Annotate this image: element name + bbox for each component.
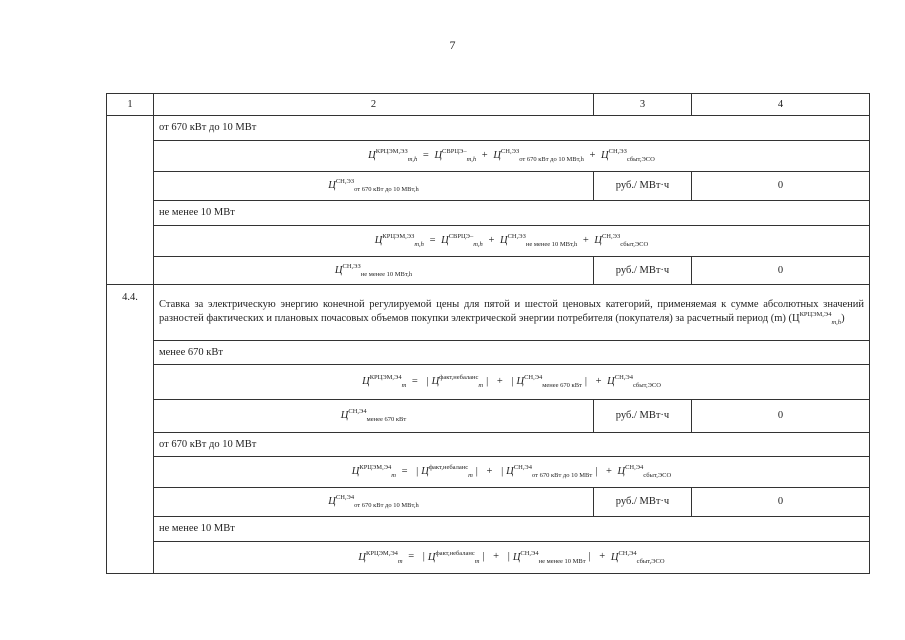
formula: $Ц^{КРЦЭМ,Э4}_m$ = | $Ц^{факт,небаланс}_m$ | + | $Ц^{СН,Э4}_{не менее 10 МВт}$ | + $Ц^{СН,Э4}_{сбыт,ЭСО}$ [358,549,665,565]
tariff-symbol: $Ц^{СН,ЭЗ}_{от 670 кВт до 10 МВт,h}$ [154,172,594,201]
formula-row [107,226,870,257]
formula-cell [154,365,870,400]
value-cell: 0 [692,400,870,433]
unit-cell: руб./ МВт·ч [594,400,692,433]
tariff-symbol: $Ц^{СН,Э4}_{менее 670 кВт}$ [154,400,594,433]
formula-cell [154,226,870,257]
section-description: Ставка за электрическую энергию конечной регулируемой цены для пятой и шестой ценовых категорий, применяемая к сумме абсолютных значений разностей фактических и плановых почасовых объемов покупки электрической энергии потребителя (покупателя) за расчетный период (m) $(Ц^{КРЦЭМ,Э4}_{m,h})$ [154,285,870,341]
value-cell: 0 [692,257,870,285]
item-number: 4.4. [107,285,154,574]
page-number: 7 [449,38,456,52]
unit-cell: руб./ МВт·ч [594,257,692,285]
value-cell: 0 [692,488,870,517]
col-header-2: 2 [154,94,594,116]
table-header-row [107,94,870,116]
formula-cell [154,141,870,172]
tariff-symbol: $Ц^{СН,ЭЗ}_{не менее 10 МВт,h}$ [154,257,594,285]
formula-row [107,542,870,574]
formula: $Ц^{КРЦЭМ,Э4}_m$ = | $Ц^{факт,небаланс}_m$ | + | $Ц^{СН,Э4}_{менее 670 кВт}$ | + $Ц^{СН,Э4}_{сбыт,ЭСО}$ [362,374,661,389]
item-number-cell [107,116,154,285]
range-label: не менее 10 МВт [154,517,870,542]
formula-row [107,457,870,488]
formula: $Ц^{КРЦЭМ,Э4}_m$ = | $Ц^{факт,небаланс}_m$ | + | $Ц^{СН,Э4}_{от 670 кВт до 10 МВт}$ | + $Ц^{СН,Э4}_{сбыт,ЭСО}$ [351,464,672,479]
tariff-value-row [107,172,870,201]
section-description-row [107,285,870,341]
unit-cell: руб./ МВт·ч [594,488,692,517]
range-row [107,341,870,365]
col-header-3: 3 [594,94,692,116]
range-label: от 670 кВт до 10 МВт [154,433,870,457]
col-header-1: 1 [107,94,154,116]
formula-cell [154,542,870,574]
tariff-value-row [107,257,870,285]
range-row [107,517,870,542]
formula-row [107,141,870,172]
tariff-value-row [107,400,870,433]
tariff-value-row [107,488,870,517]
col-header-4: 4 [692,94,870,116]
formula-cell [154,457,870,488]
range-row [107,116,870,141]
unit-cell: руб./ МВт·ч [594,172,692,201]
formula-row [107,365,870,400]
range-label: не менее 10 МВт [154,201,870,226]
tariff-table [106,93,870,574]
formula: $Ц^{КРЦЭМ,ЭЗ}_{m,h} = Ц^{СВРЦЭ-}_{m,h} + Ц^{СН,ЭЗ}_{не менее 10 МВт,h} + Ц^{СН,ЭЗ}_{сбыт,ЭСО}$ [374,233,649,248]
range-row [107,433,870,457]
value-cell: 0 [692,172,870,201]
range-row [107,201,870,226]
range-label: от 670 кВт до 10 МВт [154,116,870,141]
formula: $Ц^{КРЦЭМ,ЭЗ}_{m,h} = Ц^{СВРЦЭ-}_{m,h} + Ц^{СН,ЭЗ}_{от 670 кВт до 10 МВт,h} + Ц^{СН,ЭЗ}_{сбыт,ЭСО}$ [368,148,655,163]
tariff-symbol: $Ц^{СН,Э4}_{от 670 кВт до 10 МВт,h}$ [154,488,594,517]
range-label: менее 670 кВт [154,341,870,365]
